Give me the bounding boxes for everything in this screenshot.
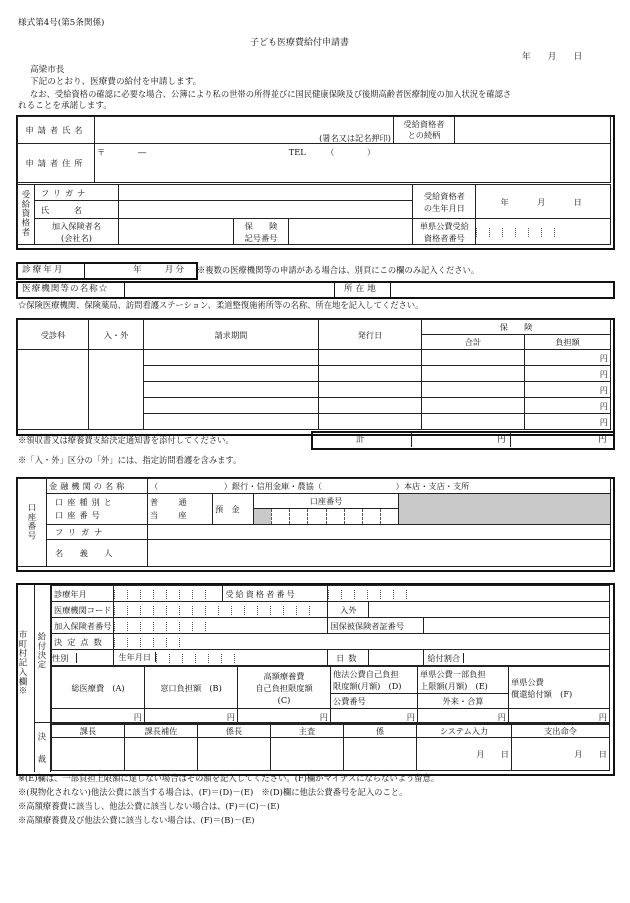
col-department: 受診科 — [18, 320, 89, 350]
intro-line-1: 下記のとおり、医療費の給付を申請します。 — [30, 77, 202, 87]
system-input-date[interactable]: 月 日 — [417, 738, 512, 771]
approval-head: システム入力 — [417, 724, 512, 738]
outpatient-combined-label: 外来・合算 — [442, 696, 484, 706]
footer-note-1: ※(E)欄は、一部負担上限額に達しない場合はその額を記入してください。(F)欄がマイナスにならないよう留意。 — [18, 773, 440, 783]
current-option[interactable]: 当 座 — [150, 510, 193, 520]
claims-note-2: ※「入・外」区分の「外」には、指定訪問看護を含みます。 — [18, 455, 242, 465]
deposit-label: 預 金 — [213, 494, 254, 525]
col-a-field[interactable]: 円 — [52, 709, 145, 725]
city-side-label: 市町村記入欄※ — [18, 630, 28, 696]
approval-stamp[interactable] — [52, 738, 125, 771]
approval-stamp[interactable] — [198, 738, 271, 771]
claims-table — [17, 319, 611, 430]
insurer-label: 加入保険者名 — [51, 220, 102, 231]
city-inout-field[interactable] — [369, 602, 610, 618]
visit-month-label: 診療年月 — [22, 265, 65, 275]
col-e-label: 単県公費一部負担 — [420, 669, 486, 679]
recipient-side-label: 受給資格者 — [21, 190, 31, 237]
approval-head: 係 — [344, 724, 417, 738]
recipient-table: 受給資格者 フリガナ 受給資格者 の生年月日 年 月 日 氏 名 加入保険者名 (会社名) 保 険 記号番号 単県公費受給 資格者番号 — [17, 184, 611, 245]
col-burden: 負担額 — [525, 335, 611, 350]
approval-stamp[interactable] — [271, 738, 344, 771]
points-label: 決定点数 — [52, 634, 114, 650]
col-f-field[interactable]: 円 — [509, 709, 610, 725]
approval-stamp[interactable] — [125, 738, 198, 771]
approval-head: 主査 — [271, 724, 344, 738]
claims-burden-yen: 円 — [598, 435, 607, 445]
pref-no-label: 単県公費受給 — [419, 220, 469, 231]
applicant-name-label: 申請者氏名 — [18, 117, 95, 144]
public-expense-no-label: 公費番号 — [333, 696, 366, 706]
ratio-label: 給付割合 — [424, 653, 464, 663]
insurer-field[interactable] — [119, 219, 234, 245]
claim-row — [18, 350, 611, 366]
col-f-label: 単県公費 — [511, 676, 544, 687]
recipient-name-label: 氏 名 — [35, 201, 119, 219]
col-c-field[interactable]: 円 — [238, 709, 331, 725]
department-field[interactable] — [18, 350, 89, 430]
footer-note-2: ※(現物化されない)他法公費に該当する場合は、(F)＝(D)－(E) ※(D)欄に他法公費番号を記入のこと。 — [18, 787, 408, 797]
insurer-no-field[interactable] — [114, 618, 328, 634]
holder-furigana-label: フリガナ — [47, 525, 148, 540]
approval-head: 課長補佐 — [125, 724, 198, 738]
approval-head: 課長 — [52, 724, 125, 738]
col-period: 請求期間 — [144, 320, 319, 350]
applicant-address-field[interactable] — [95, 144, 611, 183]
applicant-table: 申請者氏名 (署名又は記名押印) 受給資格者 との続柄 申請者住所 〒 ― TEL （ ） — [17, 116, 611, 183]
yen-unit: 円 — [525, 366, 611, 382]
kyufu-label: 給付決定 — [37, 632, 47, 670]
claims-total-yen: 円 — [497, 435, 506, 445]
col-inout: 入・外 — [89, 320, 144, 350]
sign-note: (署名又は記名押印) — [319, 133, 391, 143]
yen-unit: 円 — [525, 398, 611, 414]
kessai-label: 決裁 — [37, 732, 47, 777]
tel-label: TEL （ ） — [288, 147, 376, 157]
birth-date-field[interactable]: 年 月 日 — [476, 185, 611, 219]
col-b-label: 窓口負担額 (B) — [145, 667, 238, 709]
city-month-label: 診療年月 — [52, 586, 114, 602]
claims-note-1: ※領収書又は療養費支給決定通知書を添付してください。 — [18, 435, 234, 445]
col-b-field[interactable]: 円 — [145, 709, 238, 725]
approval-table — [51, 723, 610, 771]
nhi-no-field[interactable] — [424, 618, 610, 634]
holder-field[interactable] — [148, 540, 611, 567]
facility-label: 医療機関等の名称☆ — [22, 284, 109, 294]
recipient-furigana-field[interactable] — [119, 185, 413, 201]
city-inout-label: 入外 — [328, 602, 369, 618]
bank-table: 口座番号 金融機関の名称 （ ）銀行・信用金庫・農協（ ）本店・支店・支所 口座種別と 口座番号 普 通 当 座 預 金 口座番号 フリガナ 名 義 人 — [17, 478, 611, 567]
account-no-field[interactable] — [254, 509, 398, 524]
yen-unit: 円 — [525, 382, 611, 398]
insurance-no-label: 保 険 — [244, 220, 278, 231]
account-type-label: 口座種別と — [55, 497, 116, 507]
city-month-field[interactable] — [114, 586, 223, 602]
visit-note: ※複数の医療機関等の申請がある場合は、別頁にこの欄のみ記入ください。 — [197, 265, 480, 275]
recipient-name-field[interactable] — [119, 201, 413, 219]
visit-month-field[interactable]: 年 月分 — [133, 265, 186, 275]
ordinary-option[interactable]: 普 通 — [150, 497, 193, 507]
birth-label: 生年月日 — [114, 652, 156, 662]
col-d-field[interactable]: 円 — [331, 709, 418, 725]
location-label: 所在地 — [344, 284, 379, 294]
form-number: 様式第4号(第5条関係) — [18, 18, 105, 28]
col-insurance: 保 険 — [422, 320, 611, 335]
holder-furigana-field[interactable] — [148, 525, 611, 540]
city-amount-table: 総医療費 (A) 窓口負担額 (B) 高額療養費 自己負担限度額 (C) 他法公費自己負担 限度額(月額) (D) 公費番号 単県公費一部負担 上限額(月額) (E) 外来・合算 単県公費 償還給付額 (F) 円 円 円 円 円 円 — [51, 666, 610, 725]
yen-unit: 円 — [525, 350, 611, 366]
footer-note-4: ※高額療養費及び他法公費に該当しない場合は、(F)＝(B)－(E) — [18, 815, 255, 825]
city-recip-no-field[interactable] — [328, 586, 610, 602]
approval-head: 係長 — [198, 724, 271, 738]
facility-code-label: 医療機関コード — [52, 602, 114, 618]
approval-head: 支出命令 — [512, 724, 610, 738]
col-c-label: 高額療養費 — [263, 670, 305, 681]
insurance-no-field[interactable] — [289, 219, 413, 245]
insurer-no-label: 加入保険者番号 — [52, 618, 114, 634]
city-recip-no-label: 受給資格者番号 — [223, 586, 328, 602]
points-field[interactable] — [114, 634, 610, 650]
addressee: 高梁市長 — [30, 65, 65, 75]
yen-unit: 円 — [525, 414, 611, 430]
col-issue-date: 発行日 — [319, 320, 422, 350]
footer-note-3: ※高額療養費に該当し、他法公費に該当しない場合は、(F)＝(C)－(E) — [18, 801, 280, 811]
days-field[interactable] — [369, 650, 424, 666]
facility-code-field[interactable] — [114, 602, 328, 618]
approval-stamp[interactable] — [344, 738, 417, 771]
relation-label: 受給資格者 — [403, 119, 445, 129]
nhi-no-label: 国保被保険者証番号 — [328, 618, 424, 634]
holder-label: 名 義 人 — [47, 540, 148, 567]
institution-label: 金融機関の名称 — [47, 479, 148, 494]
recipient-furigana-label: フリガナ — [35, 185, 119, 201]
applicant-address-label: 申請者住所 — [18, 144, 95, 183]
col-e-field[interactable]: 円 — [418, 709, 509, 725]
claims-total-label: 計 — [356, 435, 365, 445]
col-a-label: 総医療費 (A) — [52, 667, 145, 709]
relation-field[interactable] — [455, 117, 611, 144]
col-d-label: 他法公費自己負担 — [333, 669, 399, 679]
account-no-label: 口座番号 — [254, 494, 398, 509]
days-label: 日数 — [328, 650, 369, 666]
birth-label: 受給資格者 — [423, 190, 465, 201]
payment-order-date[interactable]: 月 日 — [512, 738, 610, 771]
postal-mark: 〒 ― — [97, 147, 147, 157]
pref-no-field[interactable] — [476, 219, 611, 245]
col-total: 合計 — [422, 335, 525, 350]
date-field[interactable]: 年 月 日 — [522, 52, 583, 62]
inout-field[interactable] — [89, 350, 144, 430]
intro-line-2: なお、受給資格の確認に必要な場合、公簿により私の世帯の所得並びに国民健康保険及び後期高齢者医療制度の加入状況を確認さ — [30, 89, 512, 99]
form-title: 子ども医療費給付申請書 — [250, 38, 350, 48]
applicant-name-field[interactable] — [95, 117, 394, 144]
bank-side-label: 口座番号 — [27, 502, 37, 541]
star-note: ☆保険医療機関、保険薬局、訪問看護ステーション、柔道整復施術所等の名称、所在地を記入してください。 — [18, 300, 424, 310]
city-decision-table — [51, 585, 610, 666]
sex-label: 性別 — [52, 653, 77, 663]
intro-line-3: れることを承諾します。 — [18, 101, 112, 111]
institution-field[interactable]: （ ）銀行・信用金庫・農協（ ）本店・支店・支所 — [148, 479, 611, 494]
